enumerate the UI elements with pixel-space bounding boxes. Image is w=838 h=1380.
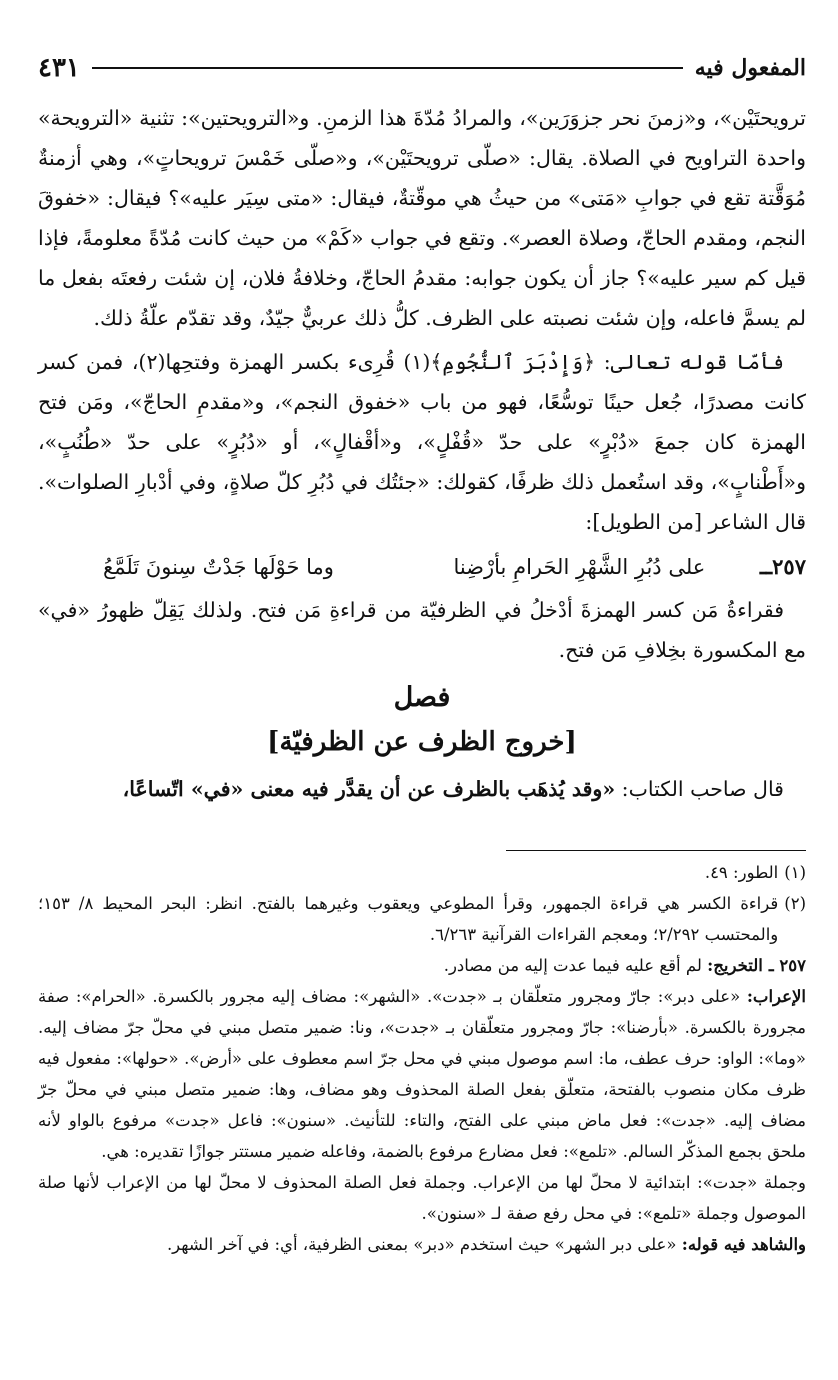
irab-label: الإعراب: <box>746 987 806 1006</box>
irab-text: «على دبر»: جارّ ومجرور متعلّقان بـ «جدت». «الشهر»: مضاف إليه مجرور بالكسرة. «الحرام»: صفة مجرورة بالكسرة. «بأرضنا»: جارّ ومجرور متعلّقان بـ «جدت»، ونا: ضمير متصل مبني في محلّ جرّ مضاف إليه. «وما»: الواو: حرف عطف، ما: اسم موصول مبني في محل جرّ اسم معطوف على «أرض». «حولها»: مفعول فيه ظرف مكان منصوب بالفتحة، متعلّق بفعل الصلة المحذوف وهو مضاف، وها: ضمير متصل مبني في محلّ جرّ مضاف إليه. «جدت»: فعل ماض مبني على الفتح، والتاء: للتأنيث. «سنون»: فاعل «جدت» مرفوع بالواو لأنه ملحق بجمع المذكّر السالم. «تلمع»: فعل مضارع مرفوع بالضمة، وفاعله ضمير مستتر جوازًا تقديره: هي. <box>38 987 806 1161</box>
header-rule <box>92 67 683 69</box>
footnote-text: قراءة الكسر هي قراءة الجمهور، وقرأ المطوعي ويعقوب وغيرهما بالفتح. انظر: البحر المحيط ٨/ ١٥٣؛ والمحتسب ٢/٢٩٢؛ ومعجم القراءات القرآنية ٦/٢٦٣. <box>38 894 779 944</box>
footnote-number: (٢) <box>784 894 806 913</box>
footnotes <box>38 857 806 1260</box>
paragraph-2: فأمّا قوله تعالى: ﴿وَإِدْبَرَ ٱلنُّجُومِ﴾(١) قُرِىء بكسر الهمزة وفتحِها(٢)، فمن كسر كانت مصدرًا، جُعل حينًا توسُّعًا، فهو من باب «خفوق النجم»، و«مقدمِ الحاجّ»، ومَن فتح الهمزة كان جمعَ «دُبْرٍ» على حدّ «قُفْلٍ»، و«أقْفالٍ»، أو «دُبُرٍ» على حدّ «طُنُبٍ»، و«أَطْنابٍ»، وقد استُعمل ذلك ظرفًا، كقولك: «جئتُك في دُبُرِ كلّ صلاةٍ، وفي أدْبارِ الصلوات». قال الشاعر [من الطويل]: <box>38 350 806 534</box>
book-page <box>38 48 806 1380</box>
running-head <box>38 48 806 88</box>
verse-hemistich-1: على دُبُرِ الشَّهْرِ الحَرامِ بأرْضِنا <box>453 555 706 579</box>
paragraph-after-verse: فقراءةُ مَن كسر الهمزةَ أدْخلُ في الظرفيّة من قراءةِ مَن فتح. ولذلك يَقِلّ ظهورُ «في» مع المكسورة بخِلافِ مَن فتح. <box>38 598 806 662</box>
page-number: ٤٣١ <box>38 53 80 83</box>
takhrij-label: التخريج: <box>707 956 763 975</box>
chapter-title: المفعول فيه <box>694 55 806 81</box>
poetry-verse <box>38 546 806 588</box>
irab-sentences-text: وجملة «جدت»: ابتدائية لا محلّ لها من الإعراب. وجملة فعل الصلة المحذوف لا محلّ لها من الإعراب لأنها صلة الموصول وجملة «تلمع»: في محل رفع صفة لـ «سنون». <box>38 1173 806 1223</box>
footnote-number: ٢٥٧ ـ <box>768 956 806 975</box>
shahid-label: والشاهد فيه قوله: <box>681 1235 806 1254</box>
section-subtitle: [خروج الظرف عن الظرفيّة] <box>267 727 577 757</box>
shahid-block <box>38 1229 806 1260</box>
paragraph-1: ترويحتَيْن»، و«زمنَ نحر جزوَرَين»، والمرادُ مُدّةَ هذا الزمنِ. و«الترويحتين»: تثنية «الترويحة» واحدة التراويح في الصلاة. يقال: «صلّى ترويحتَيْن»، و«صلّى خَمْسَ ترويحاتٍ»، وهي أزمنةٌ مُوَقَّتة تقع في جوابِ «مَتى» من حيثُ هي موقّتةٌ، فيقال: «متى سِيَر عليه»؟ فيقال: «خفوقَ النجم، ومقدم الحاجّ، وصلاة العصر». وتقع في جواب «كَمْ» من حيث كانت مُدّةً معلومةً، فإذا قيل كم سير عليه»؟ جاز أن يكون جوابه: مقدمُ الحاجّ، وخلافةُ فلان، إن شئت رفعتَه بفعل ما لم يسمَّ فاعله، وإن شئت نصبته على الظرف. كلُّ ذلك عربيٌّ جيّدٌ، وقد تقدّم علّةُ ذلك. <box>38 106 806 330</box>
quote-lead: قال صاحب الكتاب: <box>615 777 784 801</box>
shahid-text: «على دبر الشهر» حيث استخدم «دبر» بمعنى الظرفية، أي: في آخر الشهر. <box>166 1235 682 1254</box>
footnote-1 <box>38 857 806 888</box>
verse-hemistich-2: وما حَوْلَها جَدْتٌ سِنونَ تَلَمَّعُ <box>103 555 334 579</box>
irab-sentences <box>38 1167 806 1229</box>
section-title: فصل <box>393 682 451 713</box>
footnote-text: الطور: ٤٩. <box>704 863 779 882</box>
footnote-rule <box>506 850 806 851</box>
verse-number: ٢٥٧ــ <box>759 554 806 579</box>
irab-block <box>38 981 806 1167</box>
footnote-verse-257 <box>38 950 806 981</box>
author-quote <box>38 768 806 810</box>
footnote-2 <box>38 888 806 950</box>
quote-bold: «وقد يُذهَب بالظرف عن أن يقدَّر فيه معنى «في» اتّساعًا، <box>122 777 616 801</box>
footnote-number: (١) <box>784 863 806 882</box>
main-text <box>38 98 806 670</box>
takhrij-text: لم أقع عليه فيما عدت إليه من مصادر. <box>443 956 708 975</box>
